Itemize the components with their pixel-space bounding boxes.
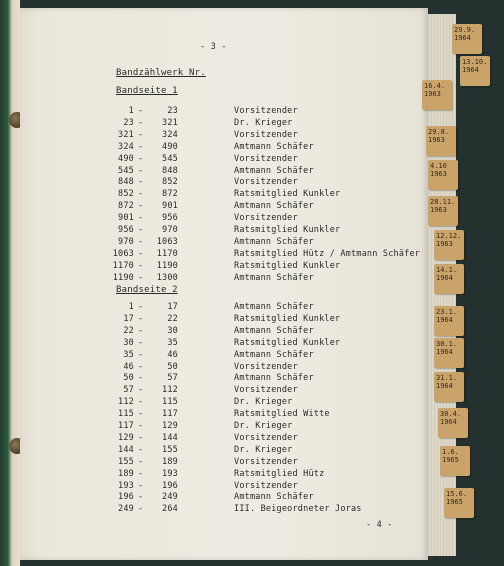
counter-end: 872 [162,189,178,200]
speaker-name: Amtmann Schäfer [234,165,314,176]
counter-end: 129 [162,421,178,431]
speaker-name: Vorsitzender [234,153,298,164]
date-tab[interactable]: 1.6. 1965 [440,446,470,476]
date-tab[interactable]: 30.4. 1964 [438,408,468,438]
range-dash: - [138,225,144,235]
counter-end: 189 [162,456,178,467]
table-row [20,106,428,117]
speaker-name: Vorsitzender [234,213,298,224]
counter-start: 1170 [112,260,134,271]
range-dash: - [138,432,144,443]
range-dash: - [138,165,144,176]
range-dash: - [138,504,144,515]
table-row [20,481,428,492]
document-title: Bandzählwerk Nr. [116,68,206,78]
table-row [20,261,428,272]
counter-start: 872 [118,201,134,212]
counter-start: 196 [118,492,134,503]
date-tab[interactable]: 29.9. 1964 [452,24,482,54]
speaker-name: Amtmann Schäfer [234,141,314,152]
page-number-top: - 3 - [200,42,227,52]
counter-end: 1170 [156,248,178,259]
range-dash: - [138,480,144,491]
speaker-name: Ratsmitglied Hütz [234,468,325,479]
counter-end: 956 [162,213,178,224]
date-tab[interactable]: 23.1. 1964 [434,306,464,336]
range-dash: - [138,248,144,259]
counter-start: 30 [123,337,134,348]
speaker-name: Ratsmitglied Kunkler [234,313,341,324]
date-tab[interactable]: 29.8. 1963 [426,126,456,156]
date-tab[interactable]: 4.10 1963 [428,160,458,190]
counter-end: 50 [167,361,178,372]
date-tab[interactable]: 30.1. 1964 [434,338,464,368]
speaker-name: Ratsmitglied Kunkler [234,225,341,235]
range-dash: - [138,189,144,200]
counter-end: 901 [162,201,178,212]
range-dash: - [138,302,144,312]
speaker-name: Vorsitzender [234,106,298,116]
table-row [20,118,428,129]
counter-start: 144 [118,444,134,455]
table-row [20,314,428,325]
counter-end: 35 [167,337,178,348]
counter-start: 848 [118,177,134,188]
counter-end: 1300 [156,272,178,283]
speaker-name: III. Beigeordneter Joras [234,504,362,515]
counter-start: 1 [128,106,134,116]
table-row [20,249,428,260]
table-row [20,338,428,349]
counter-end: 545 [162,153,178,164]
counter-end: 144 [162,432,178,443]
table-row [20,201,428,212]
counter-end: 23 [167,106,178,116]
counter-start: 57 [123,385,134,396]
speaker-name: Vorsitzender [234,361,298,372]
speaker-name: Amtmann Schäfer [234,201,314,212]
table-row [20,373,428,384]
speaker-name: Amtmann Schäfer [234,325,314,336]
counter-start: 321 [118,129,134,140]
counter-start: 22 [123,325,134,336]
range-dash: - [138,397,144,408]
range-dash: - [138,349,144,360]
counter-start: 249 [118,504,134,515]
speaker-name: Vorsitzender [234,129,298,140]
table-row [20,421,428,432]
table-row [20,326,428,337]
counter-start: 23 [123,117,134,128]
counter-start: 324 [118,141,134,152]
counter-end: 112 [162,385,178,396]
range-dash: - [138,325,144,336]
speaker-name: Dr. Krieger [234,421,293,431]
counter-end: 193 [162,468,178,479]
range-dash: - [138,385,144,396]
counter-start: 189 [118,468,134,479]
table-row [20,189,428,200]
speaker-name: Vorsitzender [234,456,298,467]
counter-end: 22 [167,313,178,324]
counter-end: 848 [162,165,178,176]
counter-end: 249 [162,492,178,503]
counter-start: 46 [123,361,134,372]
counter-start: 1063 [112,248,134,259]
range-dash: - [138,444,144,455]
speaker-name: Vorsitzender [234,177,298,188]
counter-end: 970 [162,225,178,235]
section-heading: Bandseite 1 [116,86,178,96]
counter-start: 956 [118,225,134,235]
counter-start: 117 [118,421,134,431]
speaker-name: Ratsmitglied Kunkler [234,337,341,348]
range-dash: - [138,409,144,420]
counter-end: 115 [162,397,178,408]
speaker-name: Dr. Krieger [234,117,293,128]
counter-end: 17 [167,302,178,312]
speaker-name: Vorsitzender [234,480,298,491]
date-tab[interactable]: 16.4. 1963 [422,80,452,110]
range-dash: - [138,492,144,503]
table-row [20,225,428,236]
range-dash: - [138,373,144,384]
speaker-name: Amtmann Schäfer [234,272,314,283]
range-dash: - [138,236,144,247]
range-dash: - [138,421,144,431]
counter-end: 264 [162,504,178,515]
range-dash: - [138,272,144,283]
range-dash: - [138,129,144,140]
table-row [20,492,428,503]
speaker-name: Amtmann Schäfer [234,492,314,503]
speaker-name: Ratsmitglied Kunkler [234,260,341,271]
counter-start: 115 [118,409,134,420]
date-tab[interactable]: 28.11. 1963 [428,196,458,226]
speaker-name: Amtmann Schäfer [234,373,314,384]
date-tab[interactable]: 15.6. 1965 [444,488,474,518]
range-dash: - [138,456,144,467]
table-row [20,385,428,396]
speaker-name: Vorsitzender [234,385,298,396]
table-row [20,130,428,141]
range-dash: - [138,213,144,224]
speaker-name: Ratsmitglied Witte [234,409,330,420]
table-row [20,273,428,284]
counter-start: 193 [118,480,134,491]
table-row [20,504,428,515]
counter-end: 321 [162,117,178,128]
table-row [20,457,428,468]
range-dash: - [138,468,144,479]
date-tab[interactable]: 12.12. 1963 [434,230,464,260]
table-row [20,362,428,373]
range-dash: - [138,337,144,348]
counter-start: 112 [118,397,134,408]
counter-start: 35 [123,349,134,360]
table-row [20,445,428,456]
table-row [20,433,428,444]
counter-start: 1190 [112,272,134,283]
range-dash: - [138,153,144,164]
speaker-name: Dr. Krieger [234,444,293,455]
date-tab[interactable]: 31.1. 1964 [434,372,464,402]
range-dash: - [138,361,144,372]
counter-end: 30 [167,325,178,336]
range-dash: - [138,106,144,116]
table-row [20,142,428,153]
binder-spine [0,0,20,566]
range-dash: - [138,141,144,152]
counter-end: 46 [167,349,178,360]
date-tab[interactable]: 13.10. 1964 [460,56,490,86]
table-row [20,154,428,165]
counter-end: 852 [162,177,178,188]
range-dash: - [138,117,144,128]
table-row [20,237,428,248]
counter-start: 490 [118,153,134,164]
range-dash: - [138,201,144,212]
table-row [20,469,428,480]
table-row [20,397,428,408]
table-row [20,166,428,177]
speaker-name: Amtmann Schäfer [234,236,314,247]
table-row [20,350,428,361]
date-tab[interactable]: 14.1. 1964 [434,264,464,294]
speaker-name: Dr. Krieger [234,397,293,408]
counter-start: 50 [123,373,134,384]
counter-start: 970 [118,236,134,247]
counter-start: 901 [118,213,134,224]
section-heading: Bandseite 2 [116,285,178,295]
counter-end: 490 [162,141,178,152]
counter-start: 852 [118,189,134,200]
table-row [20,177,428,188]
counter-start: 545 [118,165,134,176]
counter-start: 155 [118,456,134,467]
speaker-name: Amtmann Schäfer [234,349,314,360]
page-number-bottom: - 4 - [366,520,393,530]
counter-start: 1 [128,302,134,312]
counter-end: 196 [162,480,178,491]
range-dash: - [138,313,144,324]
speaker-name: Amtmann Schäfer [234,302,314,312]
table-row [20,302,428,313]
counter-end: 324 [162,129,178,140]
counter-end: 117 [162,409,178,420]
counter-end: 155 [162,444,178,455]
range-dash: - [138,177,144,188]
document-page [20,8,428,560]
counter-end: 1190 [156,260,178,271]
speaker-name: Ratsmitglied Hütz / Amtmann Schäfer [234,248,421,259]
range-dash: - [138,260,144,271]
table-row [20,213,428,224]
speaker-name: Vorsitzender [234,432,298,443]
counter-end: 1063 [156,236,178,247]
counter-end: 57 [167,373,178,384]
table-row [20,409,428,420]
counter-start: 17 [123,313,134,324]
counter-start: 129 [118,432,134,443]
speaker-name: Ratsmitglied Kunkler [234,189,341,200]
